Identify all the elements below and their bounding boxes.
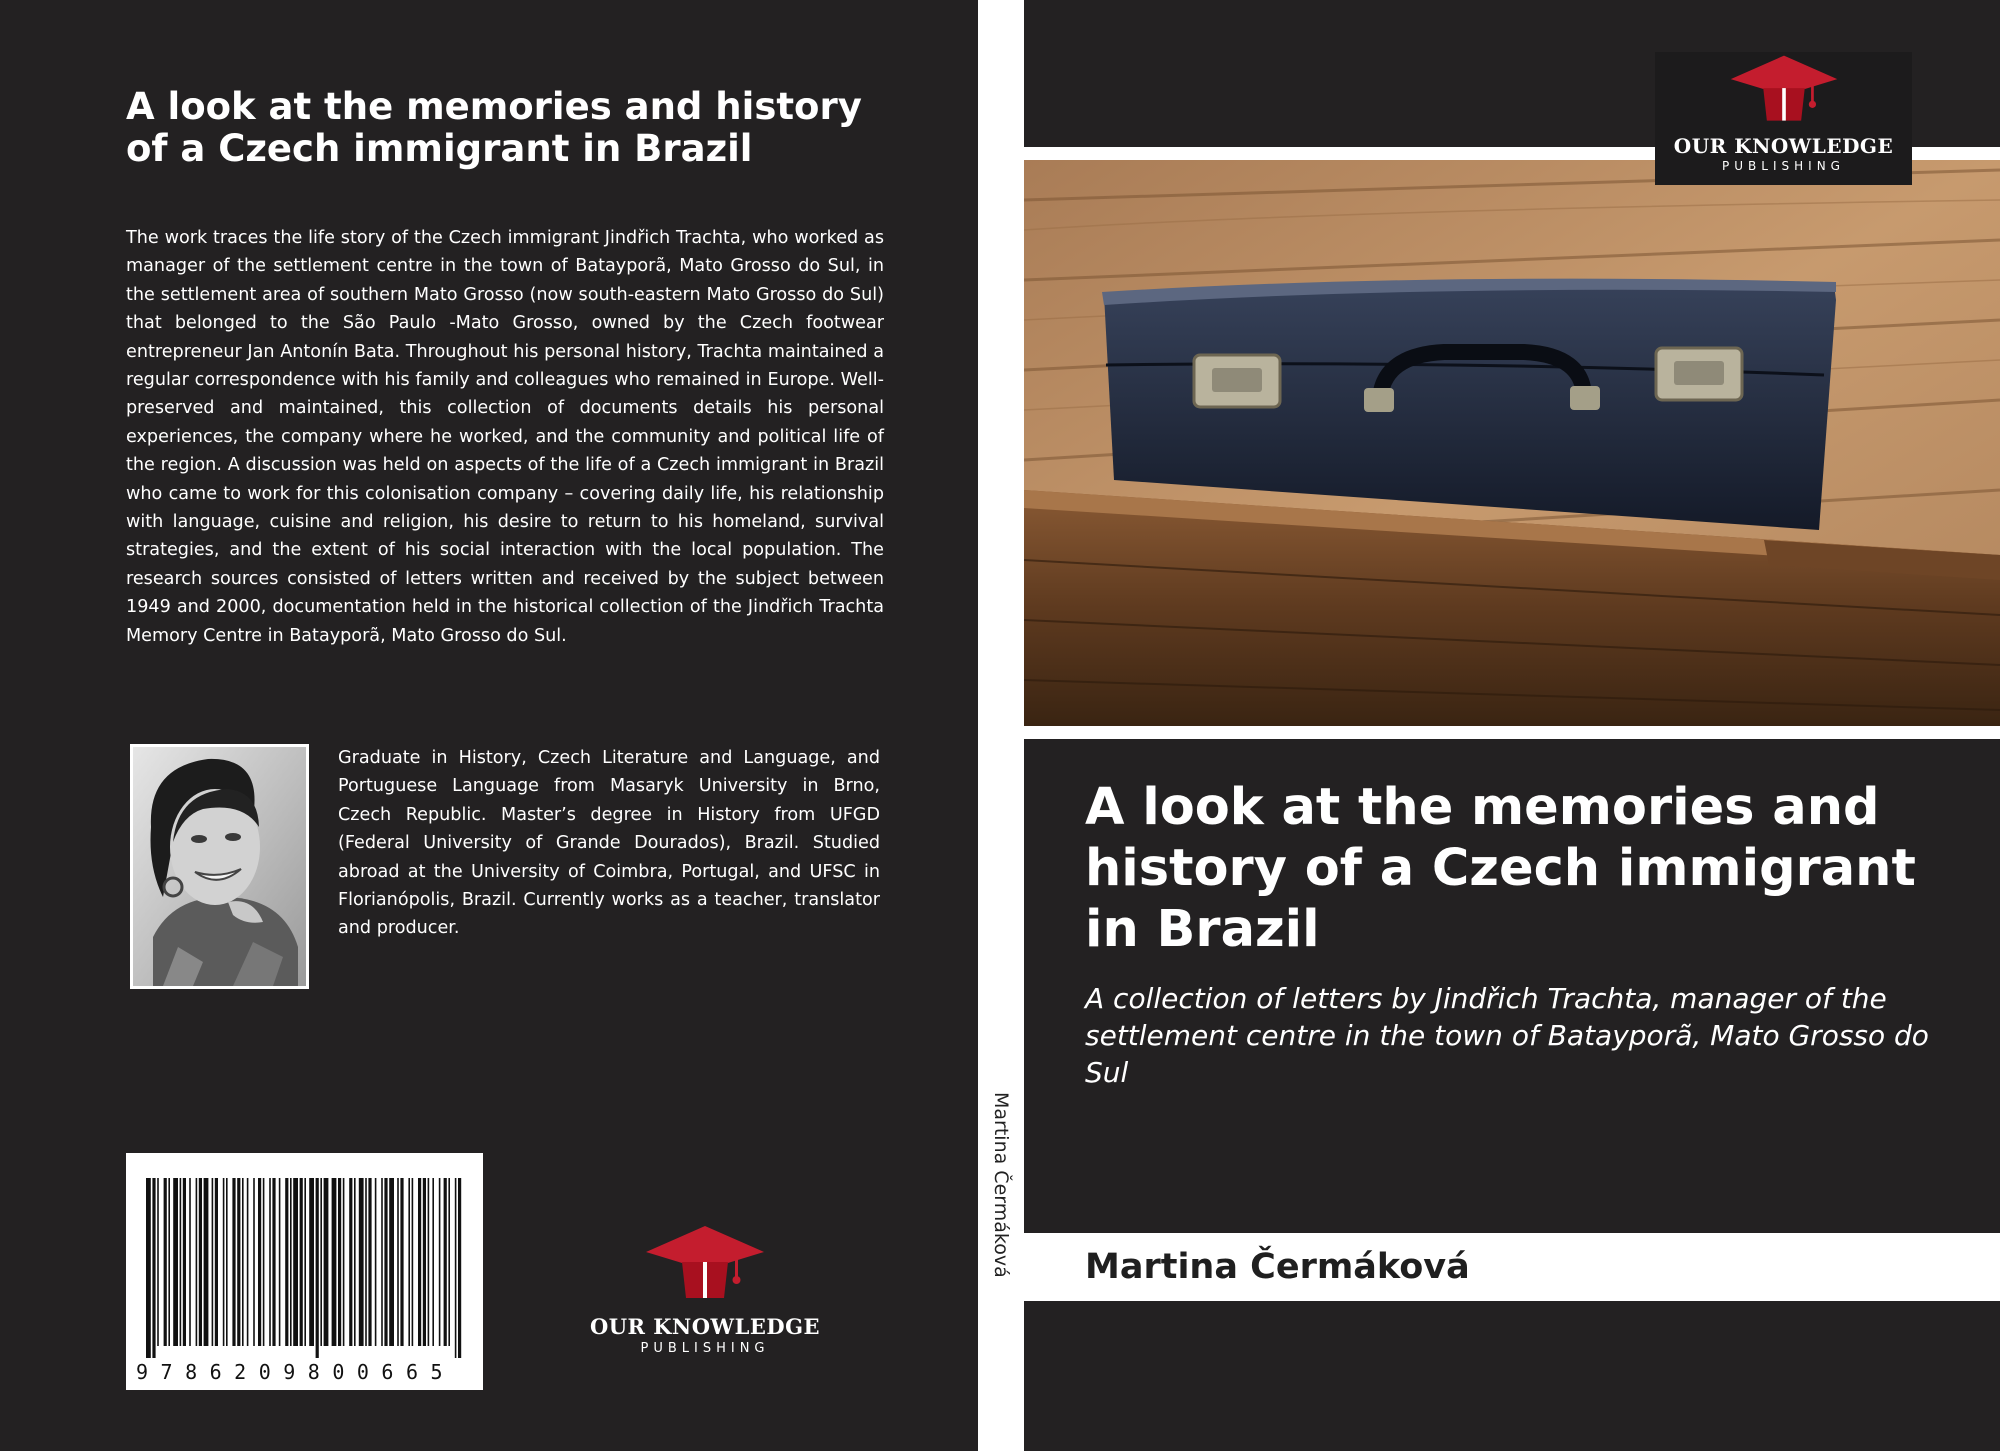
barcode-bar (180, 1178, 182, 1346)
barcode-bar (365, 1178, 367, 1346)
barcode-bar (173, 1178, 178, 1346)
barcode-bar (324, 1178, 329, 1346)
barcode-bar (384, 1178, 387, 1346)
barcode-bar (168, 1178, 170, 1346)
graduation-cap-icon (1725, 52, 1843, 126)
barcode-bar (332, 1178, 337, 1346)
barcode-bar (269, 1178, 271, 1346)
barcode-bar (423, 1178, 426, 1346)
author-portrait-image (133, 747, 306, 986)
barcode-bar (359, 1178, 364, 1346)
barcode-bar (196, 1178, 198, 1346)
front-cover-title: A look at the memories and history of a Czech immigrant in Brazil (1085, 778, 1916, 959)
barcode-bar (309, 1178, 314, 1346)
barcode-bar (293, 1178, 298, 1346)
barcode-bar (164, 1178, 167, 1346)
suitcase-image (1024, 160, 2000, 726)
spine-author: Martina Čermáková (990, 1092, 1012, 1278)
publisher-name: OUR KNOWLEDGE (589, 1314, 821, 1339)
barcode-bar (232, 1178, 235, 1346)
barcode-bar (157, 1178, 159, 1346)
publisher-logo-front (1655, 52, 1912, 185)
barcode-bars (126, 1153, 483, 1358)
barcode-bar (408, 1178, 410, 1346)
barcode-bar (397, 1178, 399, 1346)
isbn-barcode (126, 1153, 483, 1390)
barcode-bar (253, 1178, 255, 1346)
barcode-bar (258, 1178, 261, 1346)
barcode-bar (375, 1178, 377, 1346)
barcode-bar (300, 1178, 303, 1346)
barcode-bar (215, 1178, 218, 1346)
barcode-bar (444, 1178, 447, 1346)
barcode-bar (146, 1178, 151, 1358)
barcode-bar (349, 1178, 352, 1346)
barcode-bar (368, 1178, 371, 1346)
barcode-bar (354, 1178, 356, 1346)
publisher-subname: PUBLISHING (1722, 159, 1845, 173)
barcode-bar (212, 1178, 214, 1346)
barcode-bar (455, 1178, 457, 1358)
barcode-bar (272, 1178, 275, 1346)
barcode-bar (237, 1178, 240, 1346)
publisher-subname: PUBLISHING (640, 1341, 770, 1356)
barcode-bar (290, 1178, 292, 1346)
barcode-bar (152, 1178, 155, 1358)
barcode-bar (418, 1178, 421, 1346)
barcode-bar (242, 1178, 244, 1346)
back-cover-blurb: The work traces the life story of the Czech immigrant Jindřich Trachta, who worked as manager of the settlement centre in the town of Batayporã, Mato Grosso do Sul, in the settlement area of southern Mato Grosso (now south-eastern Mato Grosso do Sul) that belonged to the São Paulo -Mato Grosso, owned by the Czech footwear entrepreneur Jan Antonín Bata. Throughout his personal history, Trachta maintained a regular correspondence with his family and colleagues who remained in Europe. Well-preserved and maintained, this collection of documents details his personal experiences, the company where he worked, and the community and political life of the region. A discussion was held on aspects of the life of a Czech immigrant in Brazil who came to work for this colonisation company – covering daily life, his relationship with language, cuisine and religion, his desire to return to his homeland, survival strategies, and the extent of his social interaction with the local population. The research sources consisted of letters written and received by the subject between 1949 and 2000, documentation held in the historical collection of the Jindřich Trachta Memory Centre in Batayporã, Mato Grosso do Sul. (126, 228, 884, 646)
barcode-bar (439, 1178, 441, 1346)
barcode-bar (320, 1178, 322, 1346)
front-cover-subtitle: A collection of letters by Jindřich Trachta, manager of the settlement centre in the town of Batayporã, Mato Grosso do Sul (1085, 982, 1929, 1089)
barcode-bar (183, 1178, 186, 1346)
barcode-bar (448, 1178, 450, 1346)
barcode-bar (316, 1178, 319, 1358)
barcode-bar (412, 1178, 414, 1346)
front-cover-photo (1024, 160, 2000, 726)
barcode-bar (204, 1178, 209, 1346)
barcode-bar (304, 1178, 306, 1346)
barcode-bar (428, 1178, 430, 1346)
barcode-bar (458, 1178, 461, 1358)
publisher-logo-back (580, 1222, 830, 1356)
barcode-bar (400, 1178, 403, 1346)
author-photo (130, 744, 309, 989)
front-cover-bottom-band (1024, 1301, 2000, 1451)
barcode-bar (285, 1178, 288, 1346)
barcode-bar (226, 1178, 228, 1346)
publisher-name: OUR KNOWLEDGE (1673, 134, 1894, 158)
barcode-bar (381, 1178, 383, 1346)
barcode-bar (223, 1178, 225, 1346)
barcode-bar (432, 1178, 434, 1346)
barcode-bar (199, 1178, 202, 1346)
barcode-bar (343, 1178, 345, 1346)
graduation-cap-icon (640, 1222, 770, 1304)
barcode-bar (279, 1178, 281, 1346)
author-bio: Graduate in History, Czech Literature and Language, and Portuguese Language from Masaryk University in Brno, Czech Republic. Master’s degree in History from UFGD (Federal University of Grande Dourados), Brazil. Studied abroad at the University of Coimbra, Portugal, and UFSC in Florianópolis, Brazil. Currently works as a teacher, translator and producer. (338, 748, 880, 939)
barcode-bar (263, 1178, 265, 1346)
back-cover-title: A look at the memories and history of a Czech immigrant in Brazil (126, 85, 862, 170)
front-cover-author: Martina Čermáková (1085, 1247, 1470, 1287)
barcode-bar (338, 1178, 341, 1346)
barcode-bar (247, 1178, 249, 1346)
isbn-number: 9786209800665 (136, 1360, 456, 1384)
barcode-bar (189, 1178, 191, 1346)
barcode-bar (389, 1178, 394, 1346)
